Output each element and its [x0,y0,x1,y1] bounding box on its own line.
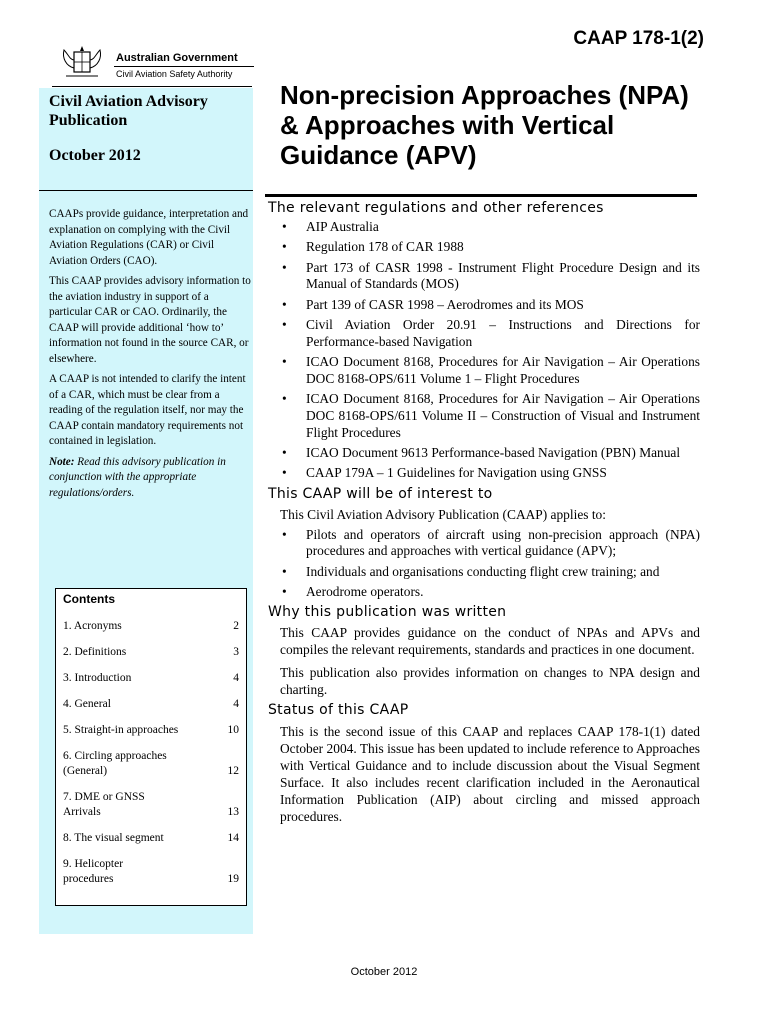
status-paragraph: This is the second issue of this CAAP and replaces CAAP 178-1(1) dated October 2004. This issue has been updated to include reference to Approaches with Vertical Guidance and to include discussion about the Visual Segment Surface. It also includes recent clarification included in the Aeronautical Information Publication (AIP) about circling and missed approach procedures. [280,724,700,825]
contents-heading: Contents [63,592,115,606]
main-content [268,200,700,825]
list-item: • AIP Australia [268,219,700,236]
why-paragraph: This CAAP provides guidance on the conduct of NPAs and APVs and compiles the relevant requirements, standards and practices in one document. [280,625,700,658]
toc-item[interactable]: 3. Introduction 4 [63,672,239,684]
toc-item[interactable]: 1. Acronyms 2 [63,620,239,632]
why-paragraph: This publication also provides information on changes to NPA design and charting. [280,665,700,698]
note-label: Note: [49,455,75,468]
audience-list [268,527,700,601]
interest-intro: This Civil Aviation Advisory Publication (CAAP) applies to: [280,506,606,522]
section-heading: The relevant regulations and other references [268,200,604,216]
list-item: • ICAO Document 9613 Performance-based Navigation (PBN) Manual [268,445,700,462]
sidebar-paragraph: A CAAP is not intended to clarify the intent of a CAR, which must be clear from a reading of the regulation itself, nor may the CAAP contain mandatory requirements not contained in legislation. [49,373,246,447]
government-logo [52,42,252,88]
list-item: • CAAP 179A – 1 Guidelines for Navigation using GNSS [268,465,700,482]
section-heading: This CAAP will be of interest to [268,485,493,502]
list-item: • Part 173 of CASR 1998 - Instrument Flight Procedure Design and its Manual of Standards (MOS) [268,260,700,294]
toc-item[interactable]: 6. Circling approaches (General) 12 [63,750,239,777]
sidebar-paragraph: CAAPs provide guidance, interpretation and explanation on complying with the Civil Aviation Regulations (CAR) or Civil Aviation Orders (CAO). [49,208,249,267]
toc-item[interactable]: 7. DME or GNSS Arrivals 13 [63,791,239,818]
authority-name: Civil Aviation Safety Authority [116,69,233,79]
references-list [268,219,700,482]
government-name: Australian Government [116,52,238,64]
list-item: • Civil Aviation Order 20.91 – Instructions and Directions for Performance-based Navigation [268,317,700,351]
note-text: Read this advisory publication in conjunction with the appropriate regulations/orders. [49,455,226,499]
page-title: Non-precision Approaches (NPA) & Approaches with Vertical Guidance (APV) [280,80,689,170]
contents-box [55,588,247,906]
sidebar-text [49,207,253,506]
document-id: CAAP 178-1(2) [573,28,704,49]
toc-item[interactable]: 5. Straight-in approaches 10 [63,724,239,736]
section-heading: Why this publication was written [268,604,507,621]
list-item: • Regulation 178 of CAR 1988 [268,239,700,256]
publication-date: October 2012 [49,147,141,164]
list-item: • ICAO Document 8168, Procedures for Air Navigation – Air Operations DOC 8168-OPS/611 Volume II – Construction of Visual and Instrument Flight Procedures [268,391,700,441]
toc-item[interactable]: 8. The visual segment 14 [63,832,239,844]
list-item: • Part 139 of CASR 1998 – Aerodromes and its MOS [268,297,700,314]
list-item: • ICAO Document 8168, Procedures for Air Navigation – Air Operations DOC 8168-OPS/611 Volume 1 – Flight Procedures [268,354,700,388]
coat-of-arms-icon [54,42,110,84]
toc-item[interactable]: 2. Definitions 3 [63,646,239,658]
list-item: • Individuals and organisations conducting flight crew training; and [268,564,700,581]
toc-item[interactable]: 9. Helicopter procedures 19 [63,858,239,885]
publication-type: Civil Aviation Advisory Publication [49,93,208,129]
section-heading: Status of this CAAP [268,702,409,719]
sidebar-note [49,455,253,502]
list-item: • Pilots and operators of aircraft using non-precision approach (NPA) procedures and approaches with vertical guidance (APV); [268,527,700,561]
toc-item[interactable]: 4. General 4 [63,698,239,710]
list-item: • Aerodrome operators. [268,584,700,601]
footer-date: October 2012 [350,966,418,978]
sidebar-paragraph: This CAAP provides advisory information to the aviation industry in support of a particular CAR or CAO. Ordinarily, the CAAP will provide additional ‘how to’ information not found in the source CAR, or elsewhere. [49,275,251,365]
